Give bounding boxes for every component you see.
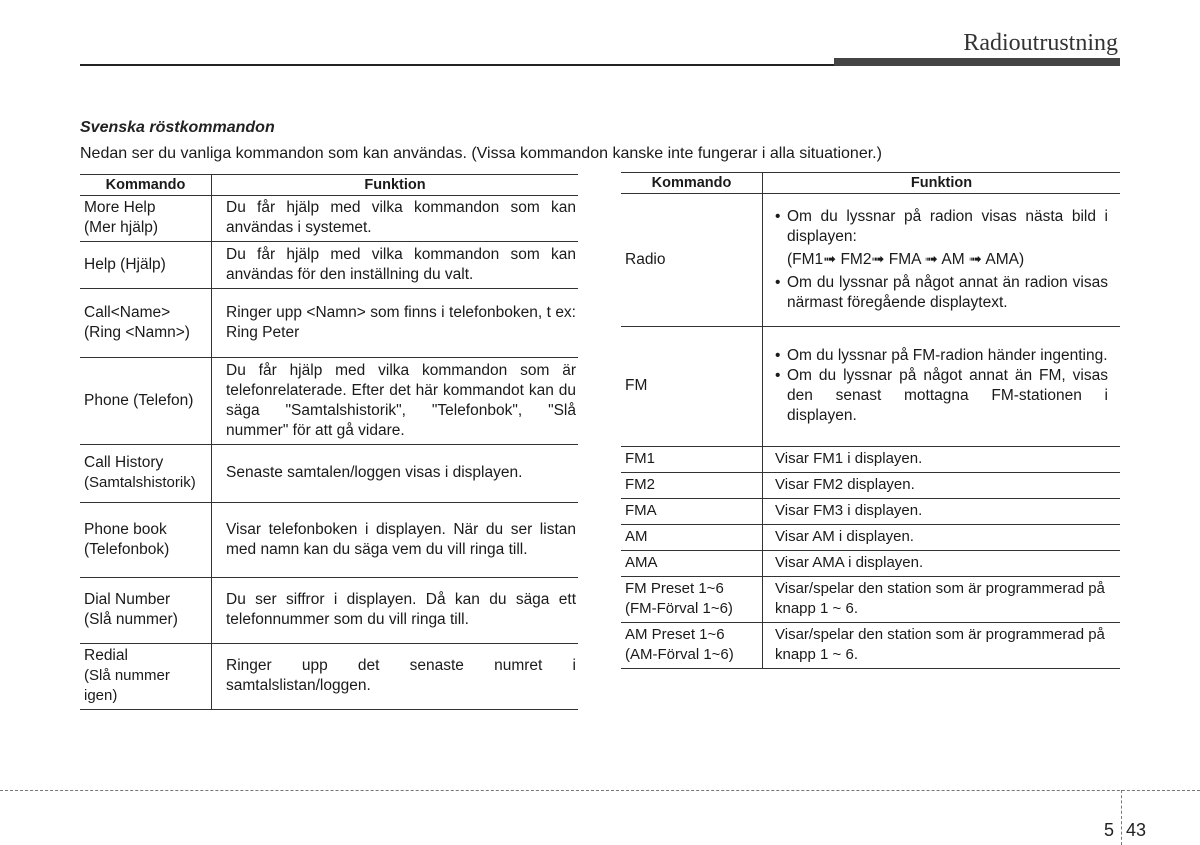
footer-dashed-rule [0,790,1200,791]
column-header-function: Funktion [763,173,1121,194]
command-name-swedish: (Slå nummer) [84,611,178,628]
page-number: 43 [1126,820,1147,840]
command-name-swedish: (Slå nummer igen) [84,667,170,704]
column-header-command: Kommando [80,175,212,196]
voice-commands-table-left [80,174,578,710]
section-heading: Svenska röstkommandon [80,119,275,136]
command-name: Call<Name> [84,303,171,321]
function-bullet: • Om du lyssnar på FM-radion händer ingenting. [775,346,1108,366]
function-cell: Visar FM1 i displayen. [763,447,1121,473]
command-name-swedish: (Ring <Namn>) [84,323,190,341]
command-name-swedish: (Samtalshistorik) [84,474,196,491]
function-bullet: • Om du lyssnar på något annat än radion visas närmast föregående displaytext. [775,273,1108,313]
function-bullet: • Om du lyssnar på något annat än FM, visas den senast mottagna FM-stationen i displayen. [775,366,1108,426]
command-cell [80,503,212,578]
table-row [80,289,578,358]
voice-commands-table-right [621,172,1120,669]
table-row [621,577,1120,623]
command-name: AM Preset 1~6 [625,626,725,643]
command-name-swedish: (AM-Förval 1~6) [625,646,734,663]
command-cell [621,623,763,669]
function-cell: Ringer upp det senaste numret i samtalslistan/loggen. [212,644,579,710]
command-cell [80,196,212,242]
table-row [621,447,1120,473]
command-cell [80,578,212,644]
column-header-command: Kommando [621,173,763,194]
command-cell: AM [621,525,763,551]
table-header-row [621,173,1120,194]
table-row [80,242,578,289]
command-cell [80,289,212,358]
command-name: Call History [84,454,164,471]
header-bar [834,58,1120,66]
table-row [621,525,1120,551]
function-cell: Du får hjälp med vilka kommandon som kan användas i systemet. [212,196,579,242]
command-name: Dial Number [84,591,171,608]
command-name: FM Preset 1~6 [625,580,724,597]
band-sequence: (FM1➟ FM2➟ FMA ➟ AM ➟ AMA) [787,250,1025,268]
command-name: Phone (Telefon) [84,391,194,409]
function-cell: Du får hjälp med vilka kommandon som kan användas för den inställning du valt. [212,242,579,289]
table-row [80,196,578,242]
function-cell: Visar FM3 i displayen. [763,499,1121,525]
chapter-number: 5 [1104,820,1115,840]
table-row [80,503,578,578]
function-bullet-list [775,273,1108,313]
function-bullet-list [775,346,1108,426]
command-name: Phone book [84,520,167,538]
table-row-fm [621,327,1120,447]
function-cell: Visar/spelar den station som är programmerad på knapp 1 ~ 6. [763,623,1121,669]
table-row [621,551,1120,577]
function-cell: Du ser siffror i displayen. Då kan du säga ett telefonnummer som du vill ringa till. [212,578,579,644]
command-name-swedish: (Mer hjälp) [84,219,159,236]
function-bullet-list [775,207,1108,247]
table-row [80,644,578,710]
table-row-radio [621,194,1120,327]
command-name: Redial [84,647,128,664]
function-cell: Ringer upp <Namn> som finns i telefonboken, t ex: Ring Peter [212,289,579,358]
function-cell [763,194,1121,327]
column-header-function: Funktion [212,175,579,196]
command-cell [80,358,212,445]
intro-text: Nedan ser du vanliga kommandon som kan användas. (Vissa kommandon kanske inte fungerar i alla situationer.) [80,145,882,162]
function-cell: Visar AMA i displayen. [763,551,1121,577]
command-cell: FM [621,327,763,447]
table-row [80,578,578,644]
command-name: Help (Hjälp) [84,255,166,273]
command-cell: AMA [621,551,763,577]
function-cell: Visar AM i displayen. [763,525,1121,551]
command-cell [80,445,212,503]
function-cell: Visar/spelar den station som är programmerad på knapp 1 ~ 6. [763,577,1121,623]
page-number-divider [1121,790,1122,845]
command-name-swedish: (Telefonbok) [84,540,170,558]
command-name: More Help [84,199,156,216]
table-header-row [80,175,578,196]
function-cell: Du får hjälp med vilka kommandon som är telefonrelaterade. Efter det här kommandot kan du säga "Samtalshistorik", "Telefonbok", "Slå nummer" för att gå vidare. [212,358,579,445]
command-cell [80,644,212,710]
function-cell: Visar FM2 displayen. [763,473,1121,499]
command-cell [80,242,212,289]
command-cell [621,577,763,623]
table-row [80,358,578,445]
function-cell: Visar telefonboken i displayen. När du ser listan med namn kan du säga vem du vill ringa till. [212,503,579,578]
table-row [80,445,578,503]
command-name-swedish: (FM-Förval 1~6) [625,600,733,617]
table-row [621,623,1120,669]
function-cell: Senaste samtalen/loggen visas i displayen. [212,445,579,503]
function-cell [763,327,1121,447]
command-cell: FM1 [621,447,763,473]
command-cell: Radio [621,194,763,327]
table-row [621,499,1120,525]
command-cell: FMA [621,499,763,525]
function-bullet: • Om du lyssnar på radion visas nästa bild i displayen: [775,207,1108,247]
page-header-title: Radioutrustning [963,30,1118,56]
command-cell: FM2 [621,473,763,499]
table-row [621,473,1120,499]
